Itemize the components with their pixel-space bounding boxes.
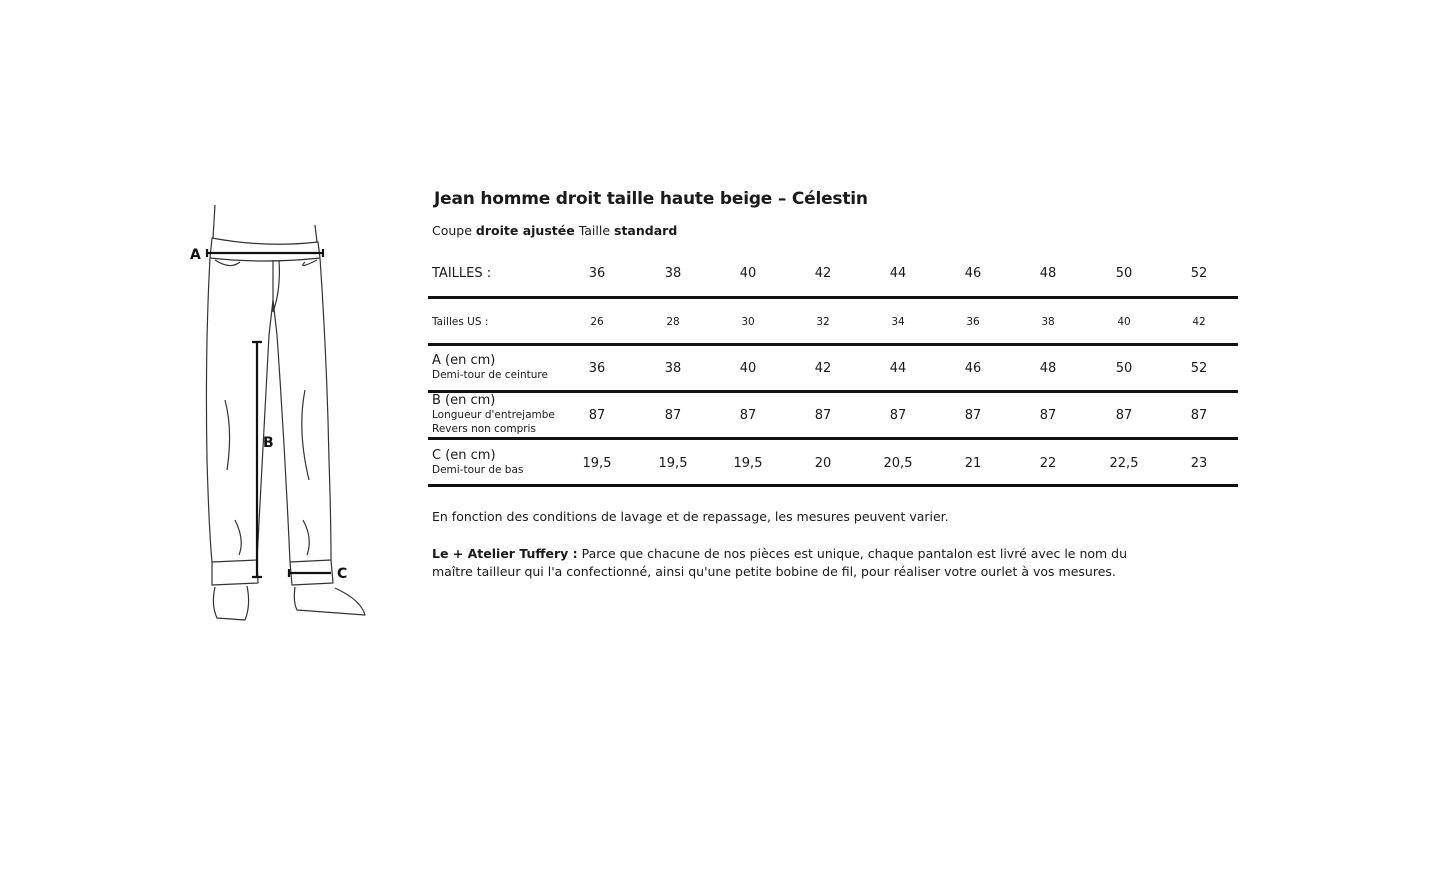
row-label: A (en cm) (432, 353, 496, 368)
header-size: 38 (664, 266, 682, 281)
header-size: 52 (1190, 266, 1208, 281)
row-c-label (432, 448, 523, 477)
row-desc: Demi-tour de bas (432, 464, 524, 476)
header-size: 36 (588, 266, 606, 281)
header-size: 44 (889, 266, 907, 281)
us-size: 38 (1041, 316, 1055, 328)
cell-value: 87 (1115, 408, 1133, 423)
cell-value: 19,5 (582, 456, 612, 471)
us-size: 26 (590, 316, 604, 328)
page-title: Jean homme droit taille haute beige – Célestin (434, 189, 868, 209)
cell-value: 87 (889, 408, 907, 423)
subtitle-mid: Taille (578, 223, 611, 238)
header-size: 50 (1115, 266, 1133, 281)
header-label: TAILLES : (432, 266, 492, 281)
subtitle-size-type: standard (614, 223, 678, 238)
cell-value: 87 (588, 408, 606, 423)
washing-note: En fonction des conditions de lavage et de repassage, les mesures peuvent varier. (432, 509, 949, 524)
us-size: 34 (891, 316, 905, 328)
table-rule (428, 343, 1238, 346)
cell-value: 40 (739, 361, 757, 376)
header-size: 40 (739, 266, 757, 281)
cell-value: 19,5 (733, 456, 763, 471)
header-size: 42 (814, 266, 832, 281)
us-size: 40 (1117, 316, 1131, 328)
cell-value: 48 (1039, 361, 1057, 376)
us-size: 32 (816, 316, 830, 328)
cell-value: 87 (1039, 408, 1057, 423)
row-desc: Demi-tour de ceinture (432, 369, 548, 381)
jeans-measurement-illustration (185, 200, 375, 630)
fit-description (432, 223, 677, 238)
cell-value: 46 (964, 361, 982, 376)
cell-value: 22 (1039, 456, 1057, 471)
cell-value: 42 (814, 361, 832, 376)
row-desc: Longueur d'entrejambe (432, 409, 555, 421)
subtitle-fit: droite ajustée (475, 223, 575, 238)
table-rule (428, 437, 1238, 440)
cell-value: 19,5 (658, 456, 688, 471)
cell-value: 44 (889, 361, 907, 376)
us-size: 30 (741, 316, 755, 328)
marker-a-label: A (190, 247, 201, 263)
cell-value: 38 (664, 361, 682, 376)
row-label: B (en cm) (432, 393, 496, 408)
cell-value: 87 (664, 408, 682, 423)
cell-value: 50 (1115, 361, 1133, 376)
marker-c-label: C (337, 566, 348, 582)
header-size: 48 (1039, 266, 1057, 281)
us-size: 42 (1192, 316, 1206, 328)
us-size: 36 (966, 316, 980, 328)
cell-value: 87 (1190, 408, 1208, 423)
cell-value: 22,5 (1109, 456, 1139, 471)
atelier-text: Parce que chacune de nos pièces est unique, chaque pantalon est livré avec le nom du maître tailleur qui l'a confectionné, ainsi qu'une petite bobine de fil, pour réaliser votre ourlet à vos mesures. (432, 546, 1128, 579)
cell-value: 52 (1190, 361, 1208, 376)
marker-b-label: B (263, 435, 274, 451)
us-label: Tailles US : (432, 316, 489, 328)
row-b-label (432, 393, 555, 436)
row-desc: Revers non compris (432, 423, 536, 435)
cell-value: 87 (964, 408, 982, 423)
cell-value: 21 (964, 456, 982, 471)
cell-value: 87 (814, 408, 832, 423)
row-label: C (en cm) (432, 448, 496, 463)
cell-value: 23 (1190, 456, 1208, 471)
atelier-title: Le + Atelier Tuffery : (432, 546, 578, 561)
cell-value: 87 (739, 408, 757, 423)
cell-value: 20,5 (883, 456, 913, 471)
subtitle-prefix: Coupe (432, 223, 472, 238)
table-rule (428, 484, 1238, 487)
cell-value: 36 (588, 361, 606, 376)
cell-value: 20 (814, 456, 832, 471)
size-table (428, 255, 1238, 490)
table-rule (428, 296, 1238, 299)
row-a-label (432, 353, 548, 382)
header-size: 46 (964, 266, 982, 281)
us-size: 28 (666, 316, 680, 328)
atelier-note (432, 545, 1152, 581)
